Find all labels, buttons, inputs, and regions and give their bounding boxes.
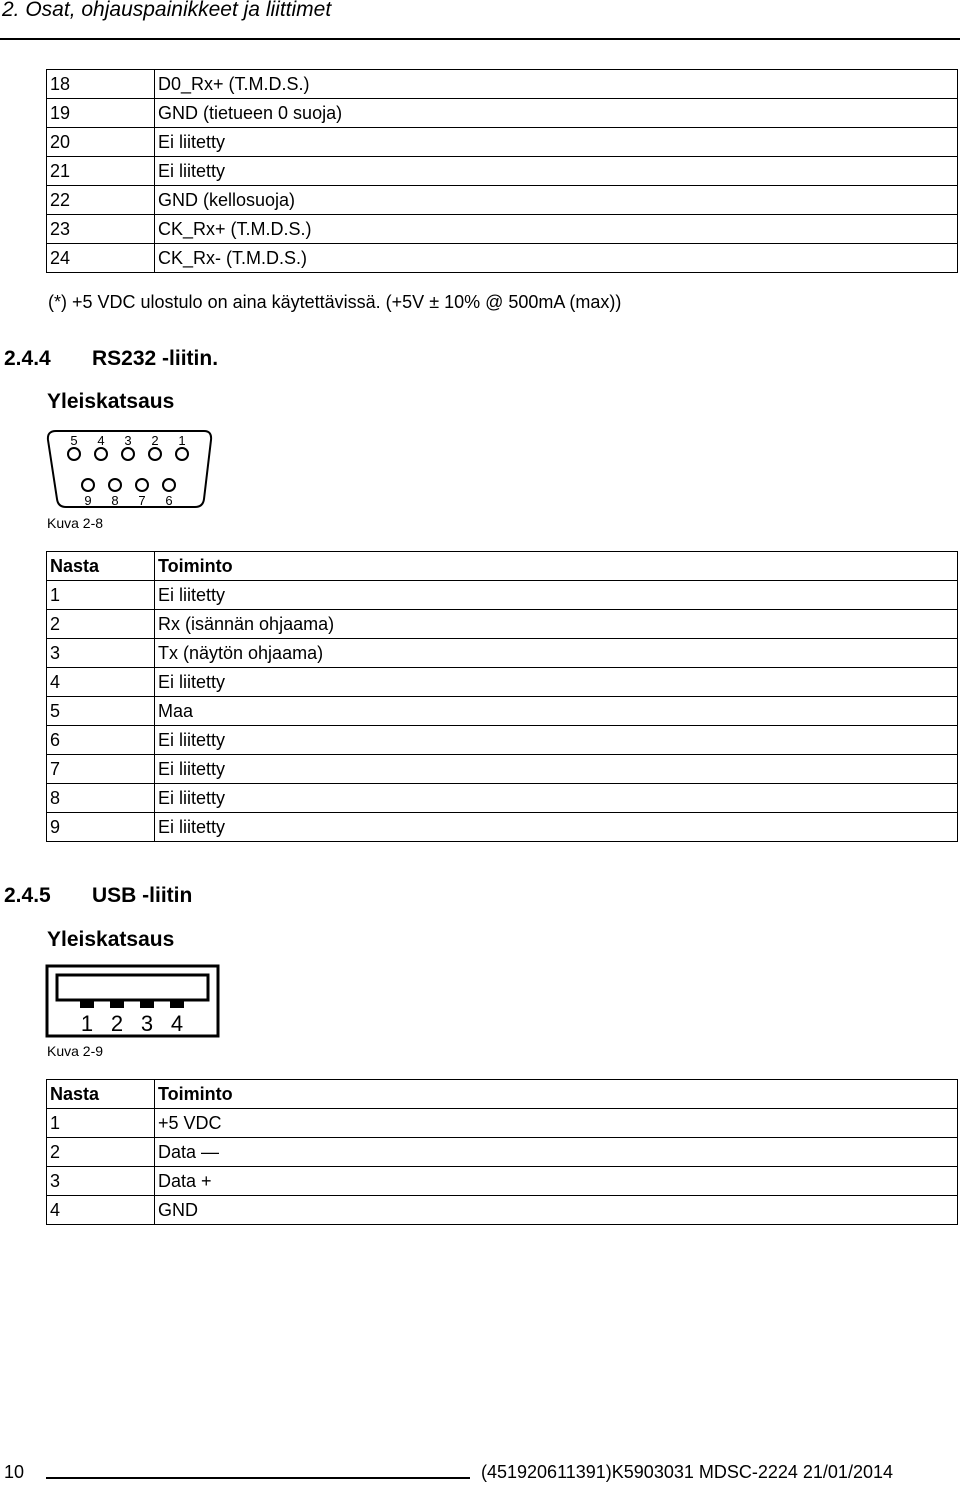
pin-function: Ei liitetty <box>155 157 958 186</box>
usb-connector-diagram <box>44 963 222 1039</box>
pin-label: 2 <box>110 1011 124 1036</box>
document-info: (451920611391)K5903031 MDSC-2224 21/01/2014 <box>481 1462 893 1482</box>
pin-label: 2 <box>151 433 159 448</box>
table-header-row <box>47 1080 958 1109</box>
column-header: Nasta <box>47 552 155 581</box>
table-row <box>47 697 958 726</box>
pin-hole <box>82 479 94 491</box>
pin-hole <box>176 448 188 460</box>
pin-hole <box>163 479 175 491</box>
pin-function: Data — <box>155 1138 958 1167</box>
table-row <box>47 581 958 610</box>
table-row <box>47 186 958 215</box>
pin-number: 3 <box>47 1167 155 1196</box>
table-row <box>47 668 958 697</box>
pin-label: 3 <box>124 433 132 448</box>
pin-hole <box>149 448 161 460</box>
pin-function: GND (tietueen 0 suoja) <box>155 99 958 128</box>
pin-function: Tx (näytön ohjaama) <box>155 639 958 668</box>
page-header-title: 2. Osat, ohjauspainikkeet ja liittimet <box>2 0 332 21</box>
pin-number: 2 <box>47 610 155 639</box>
usb-contact <box>170 1000 184 1008</box>
rs232-pin-table <box>46 551 958 842</box>
pin-function: GND <box>155 1196 958 1225</box>
pin-hole <box>68 448 80 460</box>
table-row <box>47 1109 958 1138</box>
pin-function: Ei liitetty <box>155 755 958 784</box>
usb-inner-slot <box>57 975 208 1000</box>
pin-number: 5 <box>47 697 155 726</box>
table-row <box>47 99 958 128</box>
pin-function: Ei liitetty <box>155 668 958 697</box>
pin-number: 1 <box>47 581 155 610</box>
table-row <box>47 784 958 813</box>
pin-hole <box>122 448 134 460</box>
table-row <box>47 1167 958 1196</box>
table-row <box>47 755 958 784</box>
pin-number: 9 <box>47 813 155 842</box>
pin-function: +5 VDC <box>155 1109 958 1138</box>
table-row <box>47 1196 958 1225</box>
column-header: Nasta <box>47 1080 155 1109</box>
pin-number: 1 <box>47 1109 155 1138</box>
table-row <box>47 813 958 842</box>
pin-label: 3 <box>140 1011 154 1036</box>
pin-number: 4 <box>47 668 155 697</box>
pin-number: 24 <box>47 244 155 273</box>
pin-number: 20 <box>47 128 155 157</box>
column-header: Toiminto <box>155 1080 958 1109</box>
section-title: USB -liitin <box>92 884 193 907</box>
pin-number: 22 <box>47 186 155 215</box>
pin-function: Data + <box>155 1167 958 1196</box>
table-row <box>47 215 958 244</box>
table-header-row <box>47 552 958 581</box>
rs232-connector-diagram <box>44 425 216 513</box>
footer-divider <box>46 1477 470 1479</box>
pin-function: Maa <box>155 697 958 726</box>
pin-function: CK_Rx- (T.M.D.S.) <box>155 244 958 273</box>
pin-function: D0_Rx+ (T.M.D.S.) <box>155 70 958 99</box>
usb-contact <box>80 1000 94 1008</box>
column-header: Toiminto <box>155 552 958 581</box>
table-row <box>47 157 958 186</box>
pin-number: 18 <box>47 70 155 99</box>
pin-function: Ei liitetty <box>155 128 958 157</box>
pin-function: Ei liitetty <box>155 726 958 755</box>
pin-number: 19 <box>47 99 155 128</box>
pin-number: 23 <box>47 215 155 244</box>
pin-function: Ei liitetty <box>155 813 958 842</box>
pin-number: 4 <box>47 1196 155 1225</box>
pin-label: 8 <box>111 493 119 508</box>
pin-label: 1 <box>178 433 186 448</box>
pin-number: 6 <box>47 726 155 755</box>
table-row <box>47 610 958 639</box>
pin-number: 7 <box>47 755 155 784</box>
usb-contact <box>140 1000 154 1008</box>
figure-caption: Kuva 2-9 <box>47 1043 104 1059</box>
page-number: 10 <box>4 1462 25 1482</box>
pin-function: Ei liitetty <box>155 784 958 813</box>
pin-label: 4 <box>170 1011 184 1036</box>
table-row <box>47 726 958 755</box>
section-title: RS232 -liitin. <box>92 347 219 370</box>
pin-label: 5 <box>70 433 78 448</box>
overview-heading: Yleiskatsaus <box>47 390 175 413</box>
pin-function: Rx (isännän ohjaama) <box>155 610 958 639</box>
pin-number: 8 <box>47 784 155 813</box>
table-row <box>47 639 958 668</box>
figure-caption: Kuva 2-8 <box>47 515 104 531</box>
table-row <box>47 70 958 99</box>
pin-function: GND (kellosuoja) <box>155 186 958 215</box>
usb-pin-table <box>46 1079 958 1225</box>
pin-function: CK_Rx+ (T.M.D.S.) <box>155 215 958 244</box>
pin-function: Ei liitetty <box>155 581 958 610</box>
pin-label: 4 <box>97 433 105 448</box>
pin-table-continued <box>46 69 958 273</box>
table-row <box>47 1138 958 1167</box>
pin-number: 2 <box>47 1138 155 1167</box>
section-number: 2.4.5 <box>4 884 51 907</box>
header-divider <box>0 38 960 40</box>
overview-heading: Yleiskatsaus <box>47 928 175 951</box>
section-number: 2.4.4 <box>4 347 51 370</box>
pin-label: 1 <box>80 1011 94 1036</box>
pin-label: 6 <box>165 493 173 508</box>
pin-number: 21 <box>47 157 155 186</box>
table-row <box>47 128 958 157</box>
usb-contact <box>110 1000 124 1008</box>
pin-number: 3 <box>47 639 155 668</box>
pin-hole <box>95 448 107 460</box>
pin-hole <box>136 479 148 491</box>
pin-label: 9 <box>84 493 92 508</box>
table-row <box>47 244 958 273</box>
pin-label: 7 <box>138 493 146 508</box>
power-note: (*) +5 VDC ulostulo on aina käytettävissä. (+5V ± 10% @ 500mA (max)) <box>48 292 622 312</box>
pin-hole <box>109 479 121 491</box>
